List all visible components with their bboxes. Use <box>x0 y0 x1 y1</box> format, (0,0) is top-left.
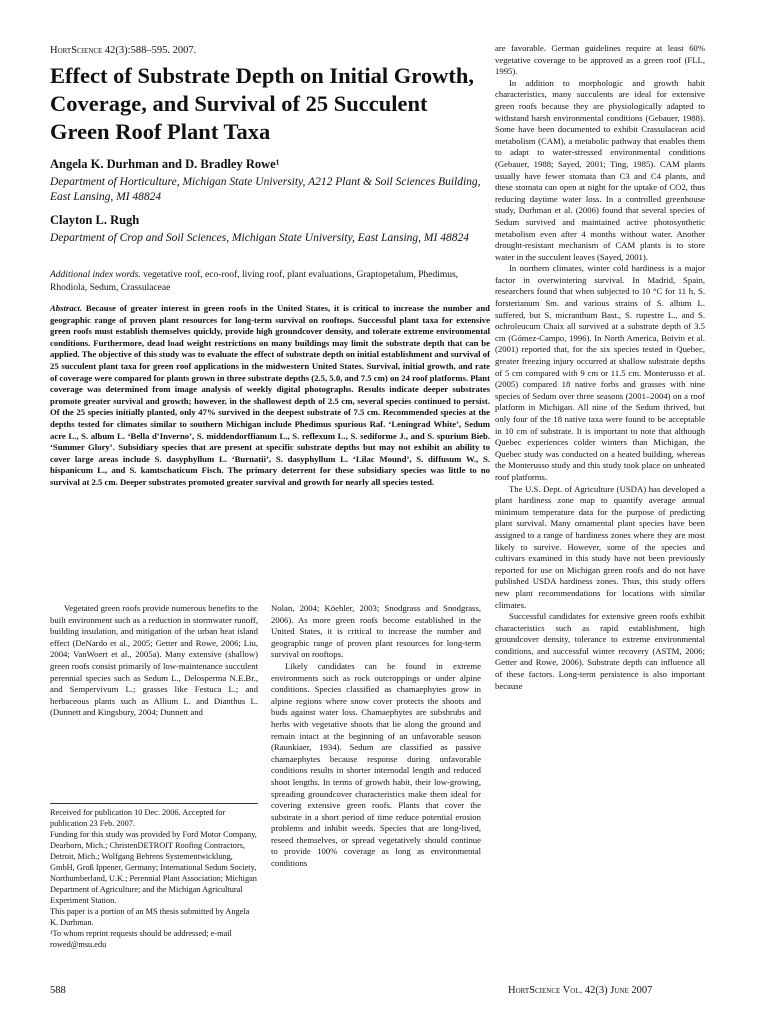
running-footer: HortScience Vol. 42(3) June 2007 <box>508 985 653 996</box>
body-paragraph: In northern climates, winter cold hardiness is a major factor in overwintering survival. In Madrid, Spain, researchers found that when subjected to 10 °C for 11 h, S. forsterianum Sm. and various strains of S. album L. suffered, but S. micranthum Bast., S. rupestre L., and S. ochroleucum Chaix all survived at a substrate depth of 3.5 cm (Gómez-Campo, 1996). In North America, Boivin et al. (2001) reported that, for the six species tested in Quebec, greater freezing injury occurred at shallow substrate depths of 5 cm compared with 9 cm or 11.5 cm. Monterusso et al. (2005) compared 18 native forbs and grasses with nine species of Sedum over three seasons (2001–2004) on a roof platform in Michigan. All nine of the Sedum thrived, but only four of the 18 native taxa were found to be acceptable in 10 cm of substrate. It is important to note that although Quebec experiences colder winters than Michigan, the Quebec study was conducted on a heated building, whereas the Monterusso study and this study took place on unheated roof platforms. <box>495 263 705 482</box>
abstract <box>50 303 490 489</box>
affiliation-primary: Department of Horticulture, Michigan State University, A212 Plant & Soil Sciences Building, East Lansing, MI 48824 <box>50 176 481 203</box>
body-column-1 <box>50 603 258 719</box>
body-paragraph: Nolan, 2004; Köehler, 2003; Snodgrass and Snodgrass, 2006). As more green roofs become established in the United States, it is critical to increase the number and geographic range of proven plant resources for long-term survival on rooftops. <box>271 603 481 660</box>
index-words <box>50 269 490 295</box>
footnotes <box>50 803 258 950</box>
body-paragraph: The U.S. Dept. of Agriculture (USDA) has developed a plant hardiness zone map to quantify average annual minimum temperature data for the purpose of predicting plant survival. Many ornamental plant species have been assigned to a range of hardiness zones where they are most likely to survive. However, some of the species and cultivars examined in this study have not been previously reported for use on Michigan green roofs and do not have published USDA hardiness zones. Thus, this study offers new plant recommendations for locations with similar climates. <box>495 483 705 610</box>
footnote-thesis: This paper is a portion of an MS thesis submitted by Angela K. Durhman. <box>50 907 250 927</box>
page-number: 588 <box>50 985 66 996</box>
body-column-3 <box>495 43 705 692</box>
footnote-contact: ¹To whom reprint requests should be addressed; e-mail rowed@msu.edu <box>50 929 232 949</box>
index-words-label: Additional index words. <box>50 270 141 280</box>
body-column-2 <box>271 603 481 870</box>
journal-citation: HortScience 42(3):588–595. 2007. <box>50 45 197 56</box>
footnote-funding: Funding for this study was provided by Ford Motor Company, Dearborn, Mich.; ChristenDETROIT Roofing Contractors, Detroit, Mich.; Wolfgang Behrens Systementwicklung, GmbH, Groß Ippener, Germany; International Sedum Society, Northumberland, U.K.; Perennial Plant Association; Michigan Department of Agriculture; and the Michigan Agricultural Experiment Station. <box>50 830 257 905</box>
author-names-secondary: Clayton L. Rugh <box>50 213 140 227</box>
article-title: Effect of Substrate Depth on Initial Growth, Coverage, and Survival of 25 Succulent Green Roof Plant Taxa <box>50 63 474 144</box>
body-paragraph: Vegetated green roofs provide numerous benefits to the built environment such as a reduction in stormwater runoff, building insulation, and mitigation of the urban heat island effect (DeNardo et al., 2005; Getter and Rowe, 2006; Liu, 2004; VanWoert et al., 2005a). Many extensive (shallow) green roofs consist primarily of low-maintenance succulent perennial species such as Sedum L., Delosperma N.E.Br., and Sempervivum L.; grasses like Festuca L.; and herbaceous plants such as Allium L. and Dianthus L. (Dunnett and Kingsbury, 2004; Dunnett and <box>50 603 258 718</box>
body-paragraph: are favorable. German guidelines require at least 60% vegetative coverage to be approved as a green roof (FLL, 1995). <box>495 43 705 77</box>
body-paragraph: In addition to morphologic and growth habit characteristics, many succulents are ideal for extensive green roofs because they are physiologically adapted to withstand harsh environmental conditions (Gebauer, 1988). Some have been documented to exhibit Crassulacean acid metabolism (CAM), a metabolic pathway that enables them to adapt to water-stressed environmental conditions (Gebauer, 1988; Sayed, 2001; Ting, 1985). CAM plants usually have fewer stomata than C3 and C4 plants, and these stomata can open at night for the uptake of CO2, thus reducing daytime water loss. In a controlled greenhouse study, Durhman et al. (2006) found that several species of Sedum survived and maintained active photosynthetic metabolism even after 4 months without water. Another drought-resistant mechanism of CAM plants is to store water in the succulent leaves (Sayed, 2001). <box>495 77 705 262</box>
body-paragraph: Successful candidates for extensive green roofs exhibit characteristics such as rapid establishment, high groundcover density, tolerance to extreme environmental conditions, and successful winter recovery (ASTM, 2006; Getter and Rowe, 2006). Substrate depth can influence all of these factors. Long-term persistence is also important because <box>495 611 705 691</box>
footnote-received: Received for publication 10 Dec. 2006. Accepted for publication 23 Feb. 2007. <box>50 808 226 828</box>
index-words-text: vegetative roof, eco-roof, living roof, plant evaluations, Graptopetalum, Phedimus, Rhodiola, Sedum, Crassulaceae <box>50 270 459 293</box>
body-paragraph: Likely candidates can be found in extreme environments such as rock outcroppings or under alpine conditions. Species classified as chamaephytes grow in alpine regions where snow cover protects the shoots and buds against water loss. Chamaephytes are subshrubs and herbs with vegetative shoots that lie along the ground and remain intact at the beginning of an unfavorable season (Raunkiaer, 1934). Sedum are classified as passive chamaephytes because response during unfavorable conditions results in shorter internodal length and reduced shoot lengths. In terms of growth habit, their low-growing, spreading groundcover characteristics make them ideal for covering extensive green roofs. Plants that cover the substrate in a short period of time reduce potential erosion problems and inhibit weeds. Species that are long-lived, reseed themselves, or spread vegetatively should continue to provide 100% coverage as long as environmental conditions <box>271 660 481 869</box>
affiliation-secondary: Department of Crop and Soil Sciences, Michigan State University, East Lansing, MI 48824 <box>50 232 469 244</box>
author-names-primary: Angela K. Durhman and D. Bradley Rowe¹ <box>50 157 280 171</box>
abstract-label: Abstract. <box>50 303 83 313</box>
abstract-text: Because of greater interest in green roofs in the United States, it is critical to increase the number and geographic range of proven plant resources for long-term survival on rooftops. Successful plant taxa for extensive green roofs must establish themselves quickly, provide high groundcover density, and tolerate extreme environmental conditions. Furthermore, dead load weight restrictions on many buildings may limit the substrate depth that can be applied. The objective of this study was to evaluate the effect of substrate depth on initial establishment and survival of 25 succulent plant taxa for green roof applications in the midwestern United States. Survival, initial growth, and rate of coverage were compared for plants grown in three substrate depths (2.5, 5.0, and 7.5 cm) on 24 roof platforms. Plant coverage was determined from image analysis of weekly digital photographs. Results indicate deeper substrates promote greater survival and growth; however, in the shallowest depth of 2.5 cm, several species continued to persist. Of the 25 species initially planted, only 47% survived in the deepest substrate of 7.5 cm. Recommended species at the depths tested for climates similar to southern Michigan include Phedimus spurious Raf. ‘Leningrad White’, Sedum acre L., S. album L. ‘Bella d’Inverno’, S. middendorffianum L., S. reflexum L., S. sediforme J., and S. spurium Bieb. ‘Summer Glory’. Subsidiary species that are present at specific substrate depths but may not exhibit an ability to cover large areas include S. dasyphyllum L. ‘Burnatii’, S. dasyphyllum L. ‘Lilac Mound’, S. diffusum W., S. hispanicum L., and S. kamtschaticum Fisch. The primary deterrent for these subsidiary species was little to no survival at 2.5 cm. Deeper substrates promoted greater survival and growth for nearly all species tested. <box>50 303 490 487</box>
